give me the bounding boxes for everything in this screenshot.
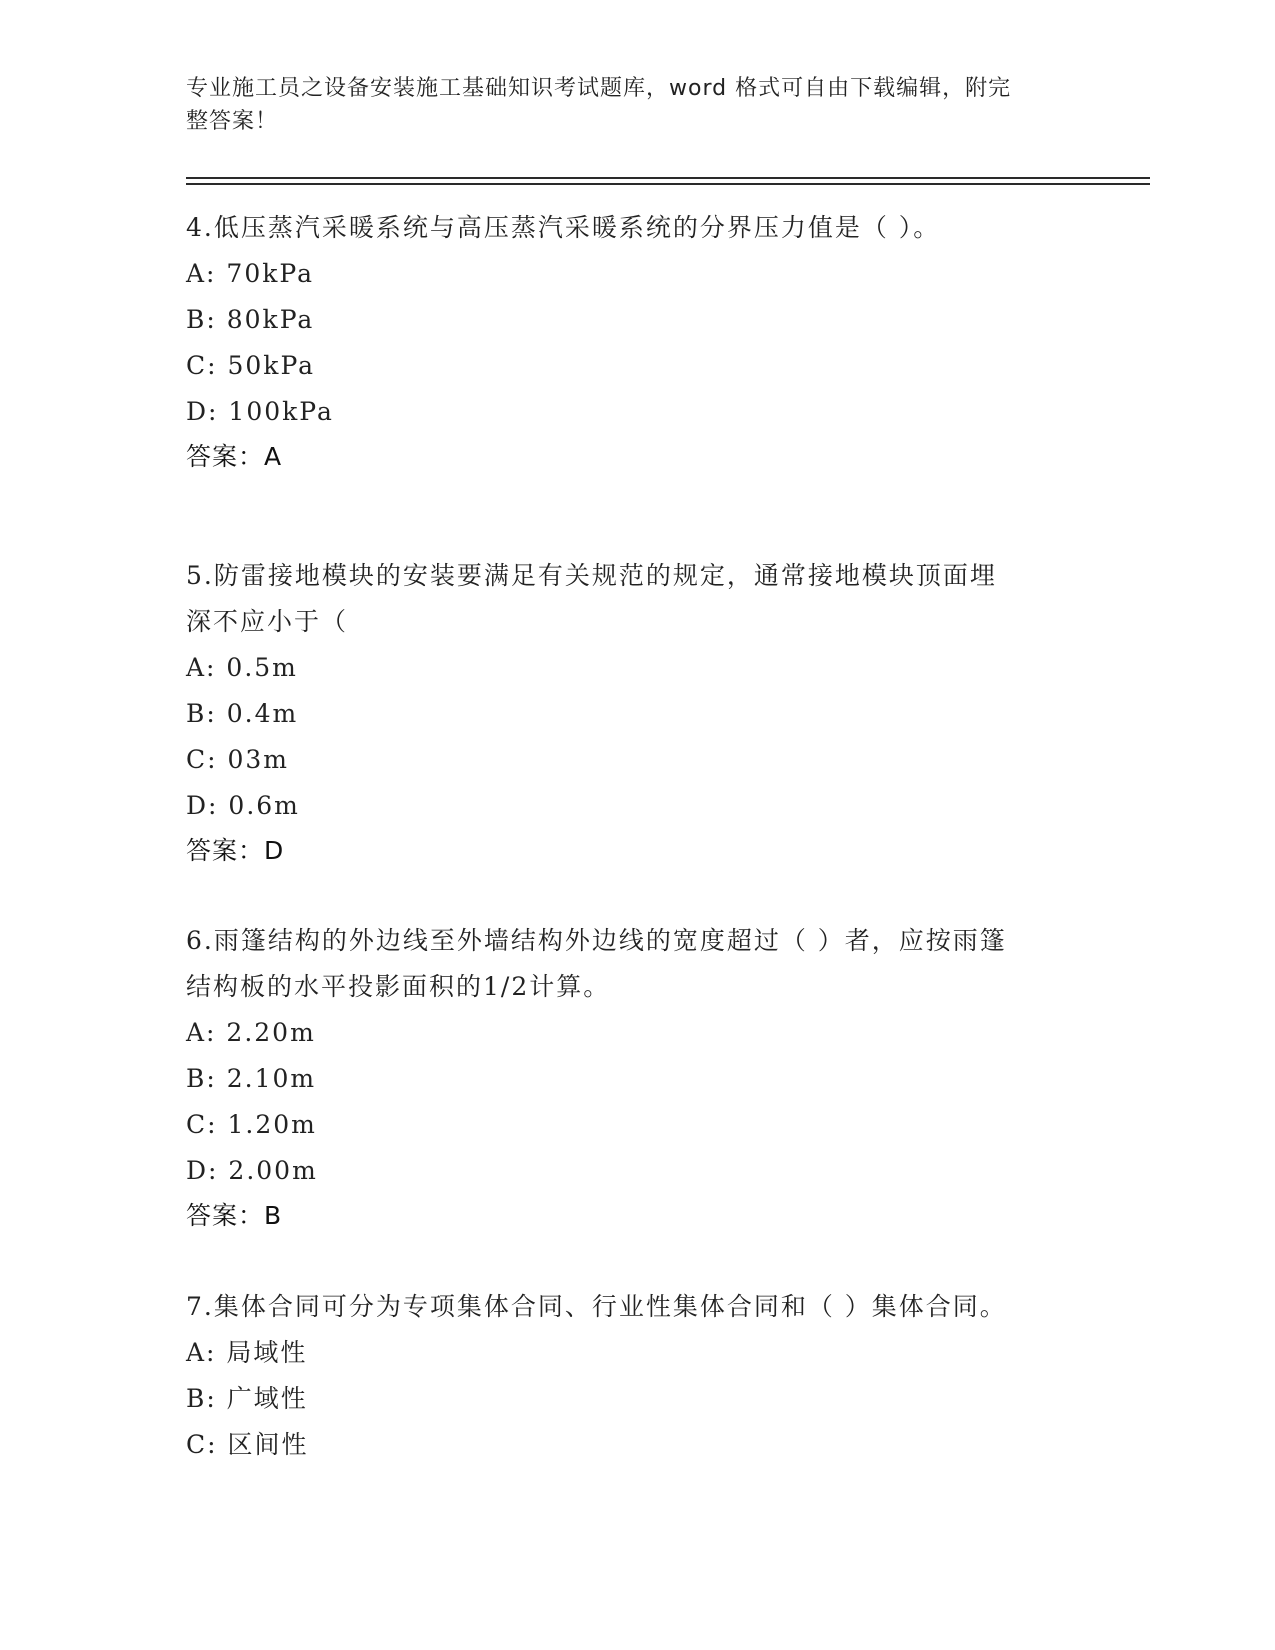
option-a: A: 2.20m bbox=[186, 1018, 316, 1047]
option-b: B: 0.4m bbox=[186, 699, 299, 728]
question-stem: 4.低压蒸汽采暖系统与高压蒸汽采暖系统的分界压力值是（ ）。 bbox=[186, 213, 941, 242]
question-5 bbox=[186, 553, 1086, 873]
question-4 bbox=[186, 205, 1086, 479]
option-c: C: 区间性 bbox=[186, 1430, 309, 1459]
option-b: B: 2.10m bbox=[186, 1064, 317, 1093]
option-b: B: 广域性 bbox=[186, 1384, 308, 1413]
option-c: C: 03m bbox=[186, 745, 290, 774]
question-stem-continued: 结构板的水平投影面积的1/2计算。 bbox=[186, 972, 611, 1001]
question-7 bbox=[186, 1284, 1086, 1468]
header-divider-bottom bbox=[186, 183, 1150, 185]
answer-line: 答案：B bbox=[186, 1201, 283, 1230]
option-a: A: 0.5m bbox=[186, 653, 298, 682]
question-stem: 6.雨篷结构的外边线至外墙结构外边线的宽度超过（ ）者，应按雨篷 bbox=[186, 926, 1007, 955]
question-stem-continued: 深不应小于（ bbox=[186, 607, 349, 636]
option-d: D: 100kPa bbox=[186, 397, 334, 426]
answer-line: 答案：D bbox=[186, 836, 285, 865]
header-line-2: 整答案！ bbox=[186, 109, 279, 134]
option-c: C: 50kPa bbox=[186, 351, 316, 380]
question-stem: 7.集体合同可分为专项集体合同、行业性集体合同和（ ）集体合同。 bbox=[186, 1292, 1007, 1321]
question-6 bbox=[186, 918, 1086, 1238]
header-divider-top bbox=[186, 177, 1150, 179]
option-d: D: 0.6m bbox=[186, 791, 300, 820]
question-stem: 5.防雷接地模块的安装要满足有关规范的规定，通常接地模块顶面埋 bbox=[186, 561, 997, 590]
option-d: D: 2.00m bbox=[186, 1156, 318, 1185]
document-header bbox=[186, 72, 1086, 138]
answer-line: 答案：A bbox=[186, 442, 283, 471]
option-c: C: 1.20m bbox=[186, 1110, 317, 1139]
option-b: B: 80kPa bbox=[186, 305, 315, 334]
option-a: A: 70kPa bbox=[186, 259, 314, 288]
option-a: A: 局域性 bbox=[186, 1338, 308, 1367]
header-line-1: 专业施工员之设备安装施工基础知识考试题库，word 格式可自由下载编辑，附完 bbox=[186, 76, 1012, 101]
